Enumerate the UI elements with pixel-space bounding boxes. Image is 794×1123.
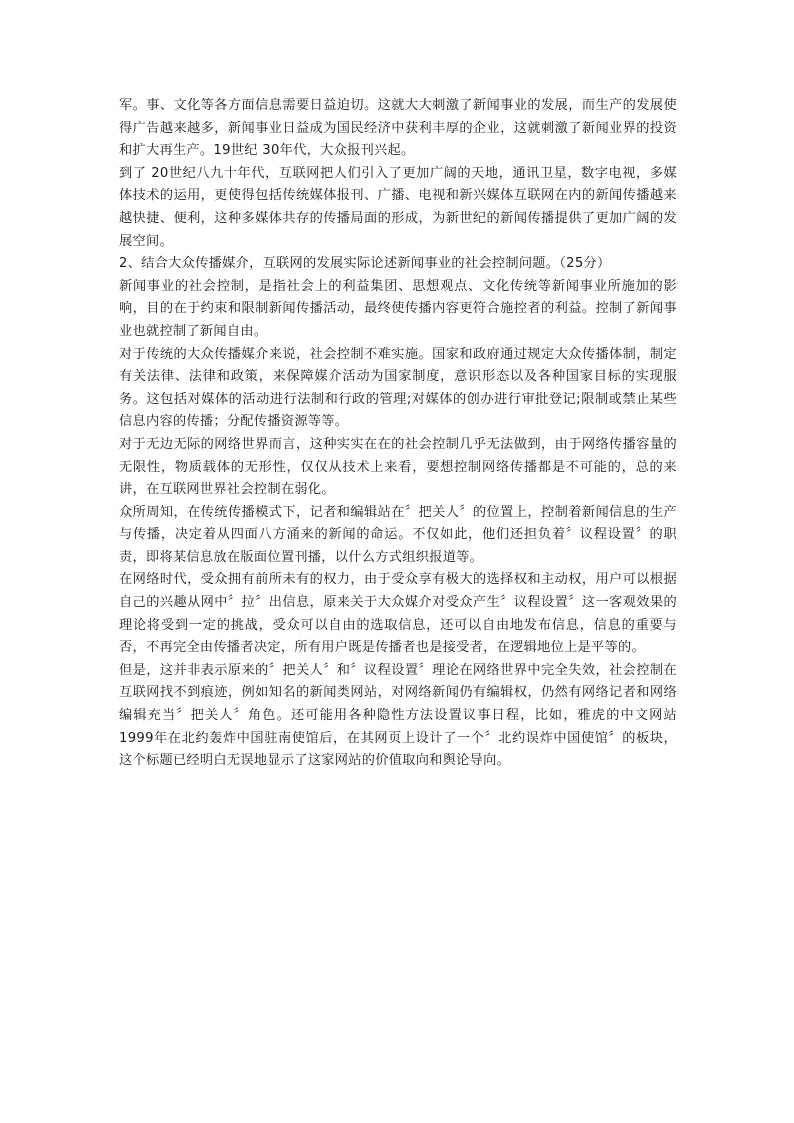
question-heading: 2、结合大众传播媒介，互联网的发展实际论述新闻事业的社会控制问题。（25分）: [119, 256, 611, 272]
paragraph-network-world: 对于无边无际的网络世界而言，这种实实在在的社会控制几乎无法做到，由于网络传播容量的无限性，物质载体的无形性，仅仅从技术上来看，要想控制网络传播都是不可能的，总的来讲，在互联网世界社会控制在弱化。: [119, 436, 677, 498]
paragraph-traditional-media: 对于传统的大众传播媒介来说，社会控制不难实施。国家和政府通过规定大众传播体制，制定有关法律、法律和政策，来保障媒介活动为国家制度，意识形态以及各种国家目标的实现服务。这包括对媒体的活动进行法制和行政的管理;对媒体的创办进行审批登记;限制或禁止某些信息内容的传播；分配传播资源等等。: [119, 346, 677, 430]
document-page: [119, 95, 677, 773]
paragraph-conclusion: 但是，这并非表示原来的〞把关人〞和〞议程设置〞理论在网络世界中完全失效，社会控制在互联网找不到痕迹，例如知名的新闻类网站，对网络新闻仍有编辑权，仍然有网络记者和网络编辑充当〞把关人〞角色。还可能用各种隐性方法设置议事日程，比如，雅虎的中文网站 1999年在北约轰炸中国驻南使馆后，在其网页上设计了一个〞北约误炸中国使馆〞的板块，这个标题已经明白无误地显示了这家网站的价值取向和舆论导向。: [119, 662, 677, 769]
paragraph-network-era: 在网络时代，受众拥有前所未有的权力，由于受众享有极大的选择权和主动权，用户可以根据自己的兴趣从网中〞拉〞出信息，原来关于大众媒介对受众产生〞议程设置〞这一客观效果的理论将受到一定的挑战，受众可以自由的选取信息，还可以自由地发布信息，信息的重要与否，不再完全由传播者决定，所有用户既是传播者也是接受者，在逻辑地位上是平等的。: [119, 572, 677, 656]
paragraph-definition: 新闻事业的社会控制，是指社会上的利益集团、思想观点、文化传统等新闻事业所施加的影响，目的在于约束和限制新闻传播活动，最终使传播内容更符合施控者的利益。控制了新闻事业也就控制了新闻自由。: [119, 278, 677, 339]
paragraph-gatekeeper: 众所周知，在传统传播模式下，记者和编辑站在〞把关人〞的位置上，控制着新闻信息的生产与传播，决定着从四面八方涌来的新闻的命运。不仅如此，他们还担负着〞议程设置〞的职责，即将某信息放在版面位置刊播，以什么方式组织报道等。: [119, 504, 677, 565]
paragraph-internet-era: 到了 20世纪八九十年代，互联网把人们引入了更加广阔的天地，通讯卫星，数字电视，多媒体技术的运用，更使得包括传统媒体报刊、广播、电视和新兴媒体互联网在内的新闻传播越来越快捷、便利，这种多媒体共存的传播局面的形成，为新世纪的新闻传播提供了更加广阔的发展空间。: [119, 165, 677, 249]
paragraph-intro-continuation: 军。事、文化等各方面信息需要日益迫切。这就大大刺激了新闻事业的发展，而生产的发展使得广告越来越多，新闻事业日益成为国民经济中获利丰厚的企业，这就刺激了新闻业界的投资和扩大再生产。19世纪 30年代，大众报刊兴起。: [119, 98, 677, 159]
